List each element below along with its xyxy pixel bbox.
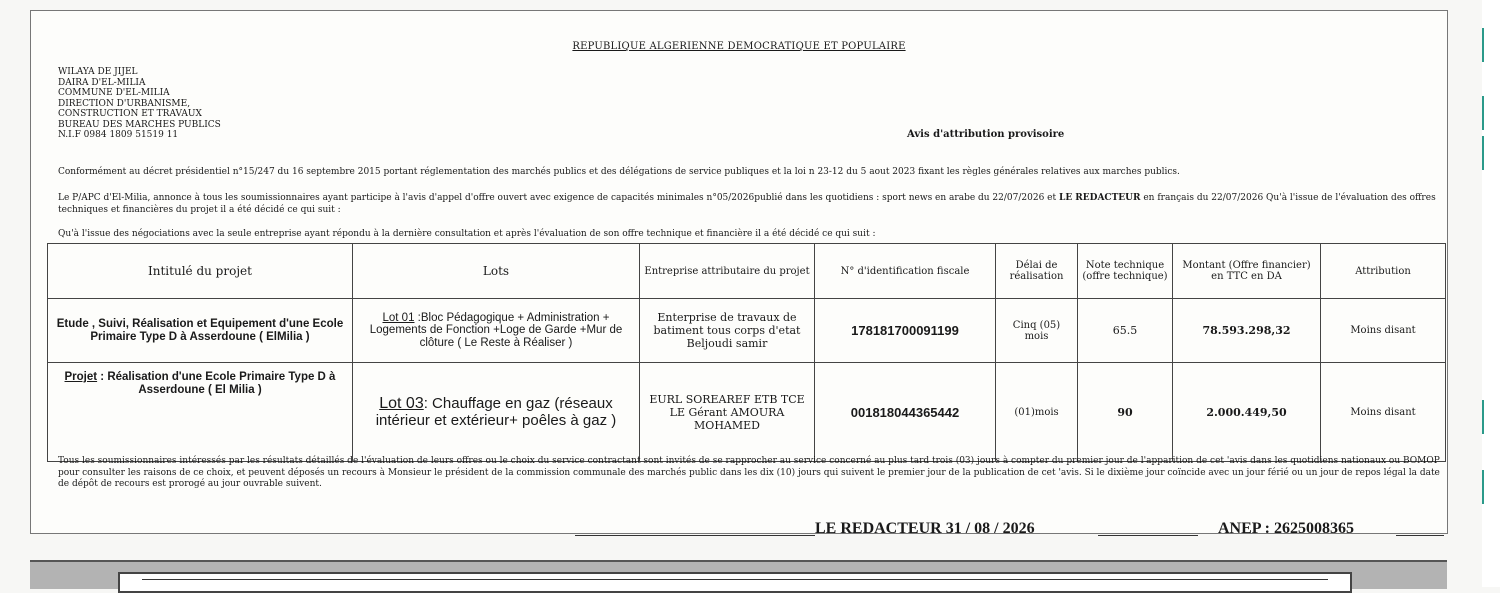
lot-description: :Bloc Pédagogique + Administration + Logements de Fonction +Loge de Garde +Mur de clôture ( Le Reste à Réaliser ) — [369, 311, 623, 349]
lot-label: Lot 03 — [379, 395, 424, 412]
next-article-frame — [118, 572, 1352, 593]
tax-id-cell: 178181700091199 — [815, 299, 996, 363]
amount-cell: 78.593.298,32 — [1173, 299, 1321, 363]
project-label: Projet — [64, 371, 98, 383]
newspaper-name: LE REDACTEUR — [1058, 193, 1141, 203]
lot-description: : Chauffage en gaz (réseaux intérieur et extérieur+ poêles à gaz ) — [375, 395, 617, 429]
amount-cell: 2.000.449,50 — [1173, 363, 1321, 462]
company-cell: Enterprise de travaux de batiment tous corps d'etat Beljoudi samir — [640, 299, 815, 363]
delay-cell: (01)mois — [996, 363, 1078, 462]
negotiation-paragraph: Qu'à l'issue des négociations avec la seule entreprise ayant répondu à la dernière consultation et après l'évaluation de son offre technique et financière il a été décidé ce qui suit : — [58, 229, 876, 239]
header-attribution: Attribution — [1321, 244, 1446, 299]
project-description: : Réalisation d'une Ecole Primaire Type D à Asserdoune ( El Milia ) — [97, 371, 336, 396]
footer-divider — [1098, 535, 1198, 536]
recourse-paragraph: Tous les soumissionnaires intéressés par les résultats détaillés de l'évaluation de leurs offres ou le choix du service contractant sont invités de se rapprocher au service concerné au plus tard trois (03) jours à compter du premier jour de l'apparition de cet 'avis dans les quotidiens nationaux ou BOMOP pour consulter les raisons de ce choix, et peuvent déposés un recours à Monsieur le président de la commission communale des marchés public dans les dix (10) jours qui suivent le premier jour de la publication de cet 'avis. Si le dixième jour coïncide avec un jour férié ou un jour de repos légal la date de dépôt de recours est prorogé au jour ouvrable suivent. — [58, 456, 1440, 489]
admin-line: CONSTRUCTION ET TRAVAUX — [58, 109, 202, 119]
header-project-title: Intitulé du projet — [48, 244, 353, 299]
admin-line: DAIRA D'EL-MILIA — [58, 77, 146, 88]
header-delay: Délai de réalisation — [996, 244, 1078, 299]
table-row — [48, 299, 1446, 363]
header-tax-id: N° d'identification fiscale — [815, 244, 996, 299]
publication-date: LE REDACTEUR 31 / 08 / 2026 — [815, 520, 1035, 537]
lot-label: Lot 01 — [382, 311, 415, 324]
edge-mark — [1482, 96, 1484, 130]
anep-number: ANEP : 2625008365 — [1218, 520, 1354, 537]
frame-rule — [142, 579, 1328, 580]
table-row — [48, 363, 1446, 462]
header-technical-score: Note technique (offre technique) — [1078, 244, 1173, 299]
edge-mark — [1482, 28, 1484, 62]
footer-divider — [575, 535, 815, 536]
edge-mark — [1482, 400, 1484, 434]
announcement-frame — [30, 10, 1448, 534]
project-cell: Etude , Suivi, Réalisation et Equipement d'une Ecole Primaire Type D à Asserdoune ( ElMilia ) — [48, 299, 353, 363]
admin-line: N.I.F 0984 1809 51519 11 — [58, 130, 179, 140]
lot-cell — [353, 299, 640, 363]
tax-id-cell: 001818044365442 — [815, 363, 996, 462]
admin-line: BUREAU DES MARCHES PUBLICS — [58, 119, 221, 130]
attribution-cell: Moins disant — [1321, 299, 1446, 363]
header-lots: Lots — [353, 244, 640, 299]
legal-reference-paragraph: Conformément au décret présidentiel n°15/247 du 16 septembre 2015 portant réglementation des marchés publics et des délégations de service publiques et la loi n 23-12 du 5 aout 2023 fixant les règles générales relatives aux marches publics. — [58, 167, 1180, 177]
edge-mark — [1482, 470, 1484, 504]
edge-mark — [1482, 136, 1484, 170]
score-cell: 90 — [1078, 363, 1173, 462]
administration-block — [58, 67, 221, 141]
delay-cell: Cinq (05) mois — [996, 299, 1078, 363]
attribution-table — [47, 243, 1446, 462]
footer-divider — [1396, 535, 1444, 536]
header-amount: Montant (Offre financier) en TTC en DA — [1173, 244, 1321, 299]
announcement-paragraph — [58, 193, 1453, 216]
table-header-row — [48, 244, 1446, 299]
notice-title: Avis d'attribution provisoire — [907, 129, 1065, 140]
admin-line: DIRECTION D'URBANISME, — [58, 98, 191, 109]
republic-header: REPUBLIQUE ALGERIENNE DEMOCRATIQUE ET POPULAIRE — [572, 41, 906, 52]
attribution-cell: Moins disant — [1321, 363, 1446, 462]
company-cell: EURL SOREAREF ETB TCE LE Gérant AMOURA MOHAMED — [640, 363, 815, 462]
page-edge — [1482, 0, 1500, 587]
lot-cell — [353, 363, 640, 462]
admin-line: COMMUNE D'EL-MILIA — [58, 88, 170, 98]
publication-footer — [0, 520, 1500, 540]
announcement-text: Le P/APC d'El-Milia, annonce à tous les soumissionnaires ayant participe à l'avis d'appel d'offre ouvert avec exigence de capacités minimales n°05/2026publié dans les quotidiens : sport news en arabe du 22/07/2026 et — [58, 193, 1059, 203]
project-cell — [48, 363, 353, 462]
header-company: Entreprise attributaire du projet — [640, 244, 815, 299]
score-cell: 65.5 — [1078, 299, 1173, 363]
admin-line: WILAYA DE JIJEL — [58, 67, 138, 77]
next-article-band — [30, 560, 1447, 589]
announcement-text: en français du 22/07/2026 Qu'à l'issue de l'évaluation des offres techniques et financières du projet il a été décidé ce qui suit : — [58, 193, 1436, 215]
